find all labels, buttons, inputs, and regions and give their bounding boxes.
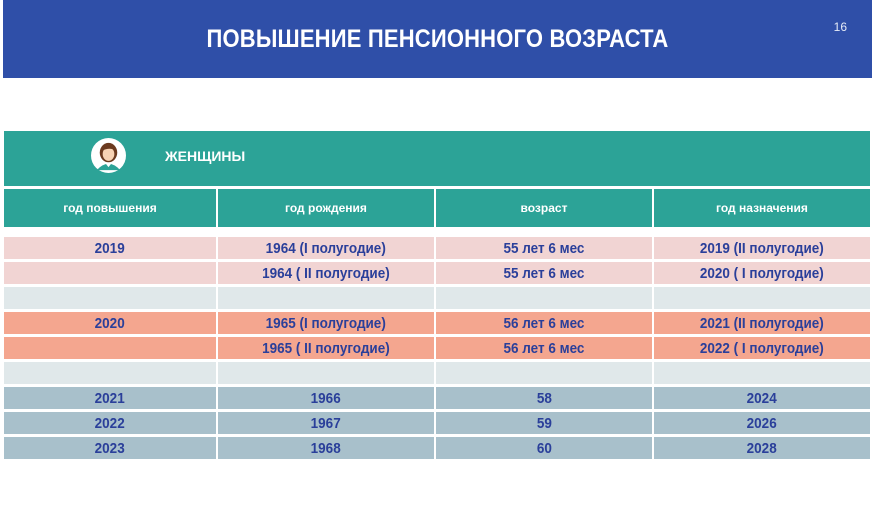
- cell-empty: [4, 287, 218, 309]
- cell-empty: [436, 362, 654, 384]
- cell-assignment-year: 2019 (II полугодие): [654, 237, 870, 259]
- cell-age: 60: [436, 437, 654, 459]
- cell-age: 55 лет 6 мес: [436, 262, 654, 284]
- slide-header: [3, 0, 872, 78]
- cell-empty: [4, 362, 218, 384]
- cell-birth-year: 1968: [218, 437, 436, 459]
- table-row-spacer: [4, 287, 870, 309]
- woman-avatar-icon: [91, 138, 126, 173]
- cell-year-increase: 2022: [4, 412, 218, 434]
- table-row: [4, 437, 870, 459]
- cell-age: 59: [436, 412, 654, 434]
- table-row: [4, 412, 870, 434]
- cell-birth-year: 1965 (I полугодие): [218, 312, 436, 334]
- cell-assignment-year: 2022 ( I полугодие): [654, 337, 870, 359]
- cell-year-increase: [4, 262, 218, 284]
- section-bar-women: [4, 131, 870, 186]
- cell-year-increase: 2020: [4, 312, 218, 334]
- cell-assignment-year: 2020 ( I полугодие): [654, 262, 870, 284]
- table-row: [4, 387, 870, 409]
- cell-assignment-year: 2026: [654, 412, 870, 434]
- cell-age: 58: [436, 387, 654, 409]
- table-row-spacer: [4, 362, 870, 384]
- cell-assignment-year: 2024: [654, 387, 870, 409]
- cell-empty: [436, 287, 654, 309]
- slide-title: ПОВЫШЕНИЕ ПЕНСИОННОГО ВОЗРАСТА: [206, 24, 669, 53]
- cell-birth-year: 1965 ( II полугодие): [218, 337, 436, 359]
- cell-birth-year: 1964 ( II полугодие): [218, 262, 436, 284]
- cell-year-increase: 2021: [4, 387, 218, 409]
- cell-age: 55 лет 6 мес: [436, 237, 654, 259]
- table-body: [4, 237, 870, 462]
- cell-age: 56 лет 6 мес: [436, 337, 654, 359]
- cell-empty: [218, 287, 436, 309]
- cell-assignment-year: 2021 (II полугодие): [654, 312, 870, 334]
- cell-assignment-year: 2028: [654, 437, 870, 459]
- table-row: [4, 262, 870, 284]
- table-row: [4, 312, 870, 334]
- cell-year-increase: 2023: [4, 437, 218, 459]
- cell-empty: [654, 287, 870, 309]
- cell-birth-year: 1966: [218, 387, 436, 409]
- cell-year-increase: [4, 337, 218, 359]
- cell-year-increase: 2019: [4, 237, 218, 259]
- cell-birth-year: 1964 (I полугодие): [218, 237, 436, 259]
- cell-empty: [218, 362, 436, 384]
- header-year-increase: год повышения: [4, 189, 218, 227]
- page-number: 16: [833, 20, 847, 34]
- cell-empty: [654, 362, 870, 384]
- header-birth-year: год рождения: [218, 189, 436, 227]
- table-row: [4, 237, 870, 259]
- table-header: [4, 189, 870, 227]
- section-label: ЖЕНЩИНЫ: [165, 148, 246, 164]
- cell-age: 56 лет 6 мес: [436, 312, 654, 334]
- table-row: [4, 337, 870, 359]
- cell-birth-year: 1967: [218, 412, 436, 434]
- header-age: возраст: [436, 189, 654, 227]
- header-assignment-year: год назначения: [654, 189, 870, 227]
